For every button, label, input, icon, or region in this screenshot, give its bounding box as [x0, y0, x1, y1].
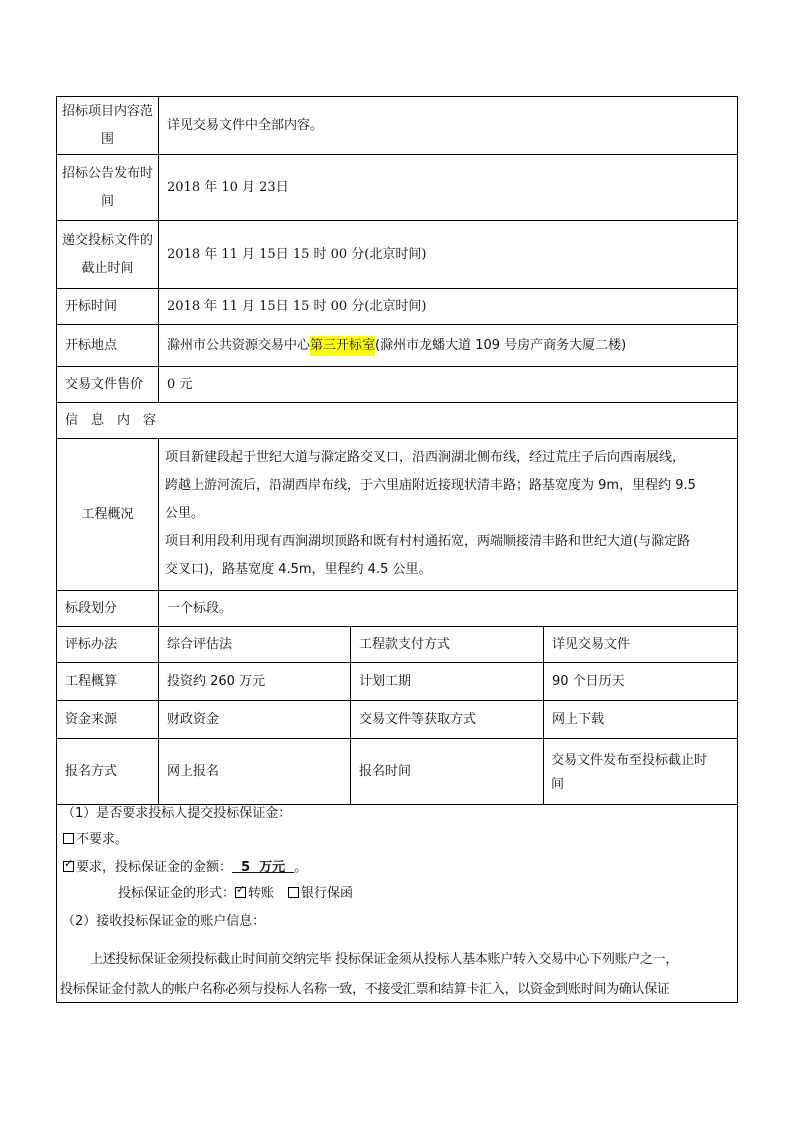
grid-label [351, 627, 543, 662]
registration-time-label: 报名时间 [359, 763, 412, 779]
price-value: 0 元 [167, 376, 193, 392]
location-value-suffix: (滁州市龙蟠大道 109 号房产商务大厦二楼) [375, 337, 627, 353]
payment-method-value: 详见交易文件 [552, 636, 631, 652]
duration-value: 90 个日历天 [552, 673, 625, 689]
grid-value [159, 739, 350, 804]
overview-line: 公里。 [165, 506, 205, 521]
grid-label [57, 663, 158, 700]
deposit-question-2: （2）接收投标保证金的账户信息： [62, 914, 266, 929]
scope-value: 详见交易文件中全部内容。 [167, 117, 324, 133]
announce-value: 2018 年 10 月 23日 [167, 179, 289, 195]
grid-value [159, 663, 350, 700]
announce-label: 招标公告发布时间 [61, 165, 153, 209]
sections-value-cell [159, 591, 737, 626]
location-value-cell [159, 325, 737, 366]
grid-label [57, 627, 158, 662]
price-label: 交易文件售价 [65, 376, 144, 392]
sections-value: 一个标段。 [167, 600, 233, 616]
payment-method-label: 工程款支付方式 [359, 636, 451, 652]
registration-method-label: 报名方式 [65, 763, 118, 779]
scope-value-cell [159, 97, 737, 154]
eval-method-label: 评标办法 [65, 636, 118, 652]
overview-line: 跨越上游河流后，沿湖西岸布线，于六里庙附近接现状清丰路；路基宽度为 9m，里程约 9.5 [165, 478, 696, 493]
checkbox-unchecked-icon[interactable] [63, 833, 74, 844]
price-value-cell [159, 367, 737, 402]
location-label: 开标地点 [65, 337, 118, 353]
opening-value: 2018 年 11 月 15日 15 时 00 分(北京时间) [167, 298, 427, 314]
deposit-option-yes[interactable] [63, 858, 307, 878]
deposit-option-yes-suffix: 。 [294, 860, 308, 875]
info-header-cell [57, 403, 737, 438]
deposit-amount: 5 万元 [232, 860, 295, 875]
deposit-option-yes-label: 要求，投标保证金的金额： [76, 860, 233, 875]
opening-label-cell [57, 289, 158, 324]
checkbox-checked-icon[interactable] [235, 887, 246, 898]
grid-label [351, 663, 543, 700]
budget-value: 投资约 260 万元 [167, 673, 266, 689]
grid-value [544, 663, 737, 700]
deposit-paragraph-line: 上述投标保证金须投标截止时间前交纳完毕 投标保证金须从投标人基本账户转入交易中心下列账户之一， [90, 952, 679, 967]
deposit-question-1: （1）是否要求投标人提交投标保证金： [62, 806, 292, 821]
overview-line: 交叉口)，路基宽度 4.5m，里程约 4.5 公里。 [165, 562, 432, 577]
deposit-form-line [118, 884, 353, 904]
grid-label [57, 701, 158, 738]
location-label-cell [57, 325, 158, 366]
location-value-prefix: 滁州市公共资源交易中心 [167, 337, 311, 353]
sections-label-cell [57, 591, 158, 626]
duration-label: 计划工期 [359, 673, 412, 689]
opening-label: 开标时间 [65, 298, 118, 314]
scope-label: 招标项目内容范围 [61, 103, 153, 147]
checkbox-checked-icon[interactable] [63, 861, 74, 872]
deposit-form-transfer: 转账 [248, 886, 275, 901]
deadline-value-cell [159, 221, 737, 288]
eval-method-value: 综合评估法 [167, 636, 233, 652]
sections-label: 标段划分 [65, 600, 118, 616]
scope-label-cell [57, 97, 158, 154]
deadline-label: 递交投标文件的截止时间 [61, 232, 153, 276]
announce-label-cell [57, 155, 158, 220]
grid-label [351, 701, 543, 738]
grid-value [544, 701, 737, 738]
grid-value [159, 701, 350, 738]
price-label-cell [57, 367, 158, 402]
fund-source-value: 财政资金 [167, 711, 220, 727]
opening-value-cell [159, 289, 737, 324]
grid-value [544, 627, 737, 662]
grid-value [159, 627, 350, 662]
overview-label: 工程概况 [81, 506, 134, 522]
info-header: 信 息 内 容 [65, 412, 157, 428]
checkbox-unchecked-icon[interactable] [288, 887, 299, 898]
deposit-option-no[interactable] [63, 830, 128, 850]
deposit-form-label: 投标保证金的形式： [118, 886, 236, 901]
deposit-paragraph-line: 投标保证金付款人的帐户名称必须与投标人名称一致，不接受汇票和结算卡汇入，以资金到账时间为确认保证 [60, 982, 670, 997]
registration-method-value: 网上报名 [167, 763, 220, 779]
grid-label [351, 739, 543, 804]
deposit-option-no-label: 不要求。 [76, 832, 129, 847]
registration-time-value: 间 [551, 777, 565, 792]
registration-time-value: 交易文件发布至投标截止时 [551, 753, 708, 768]
overview-line: 项目新建段起于世纪大道与滁定路交叉口，沿西涧湖北侧布线，经过荒庄子后向西南展线， [165, 450, 686, 465]
location-highlight: 第三开标室 [310, 336, 375, 356]
budget-label: 工程概算 [65, 673, 118, 689]
doc-access-value: 网上下载 [552, 711, 605, 727]
fund-source-label: 资金来源 [65, 711, 118, 727]
announce-value-cell [159, 155, 737, 220]
deadline-label-cell [57, 221, 158, 288]
deadline-value: 2018 年 11 月 15日 15 时 00 分(北京时间) [167, 246, 427, 262]
deposit-form-guarantee: 银行保函 [301, 886, 354, 901]
overview-text-cell [159, 444, 737, 590]
grid-label [57, 739, 158, 804]
overview-label-cell [57, 439, 158, 590]
overview-line: 项目利用段利用现有西涧湖坝顶路和既有村村通拓宽，两端顺接清丰路和世纪大道(与滁定路 [165, 534, 691, 549]
grid-value [544, 739, 737, 804]
doc-access-label: 交易文件等获取方式 [359, 711, 477, 727]
